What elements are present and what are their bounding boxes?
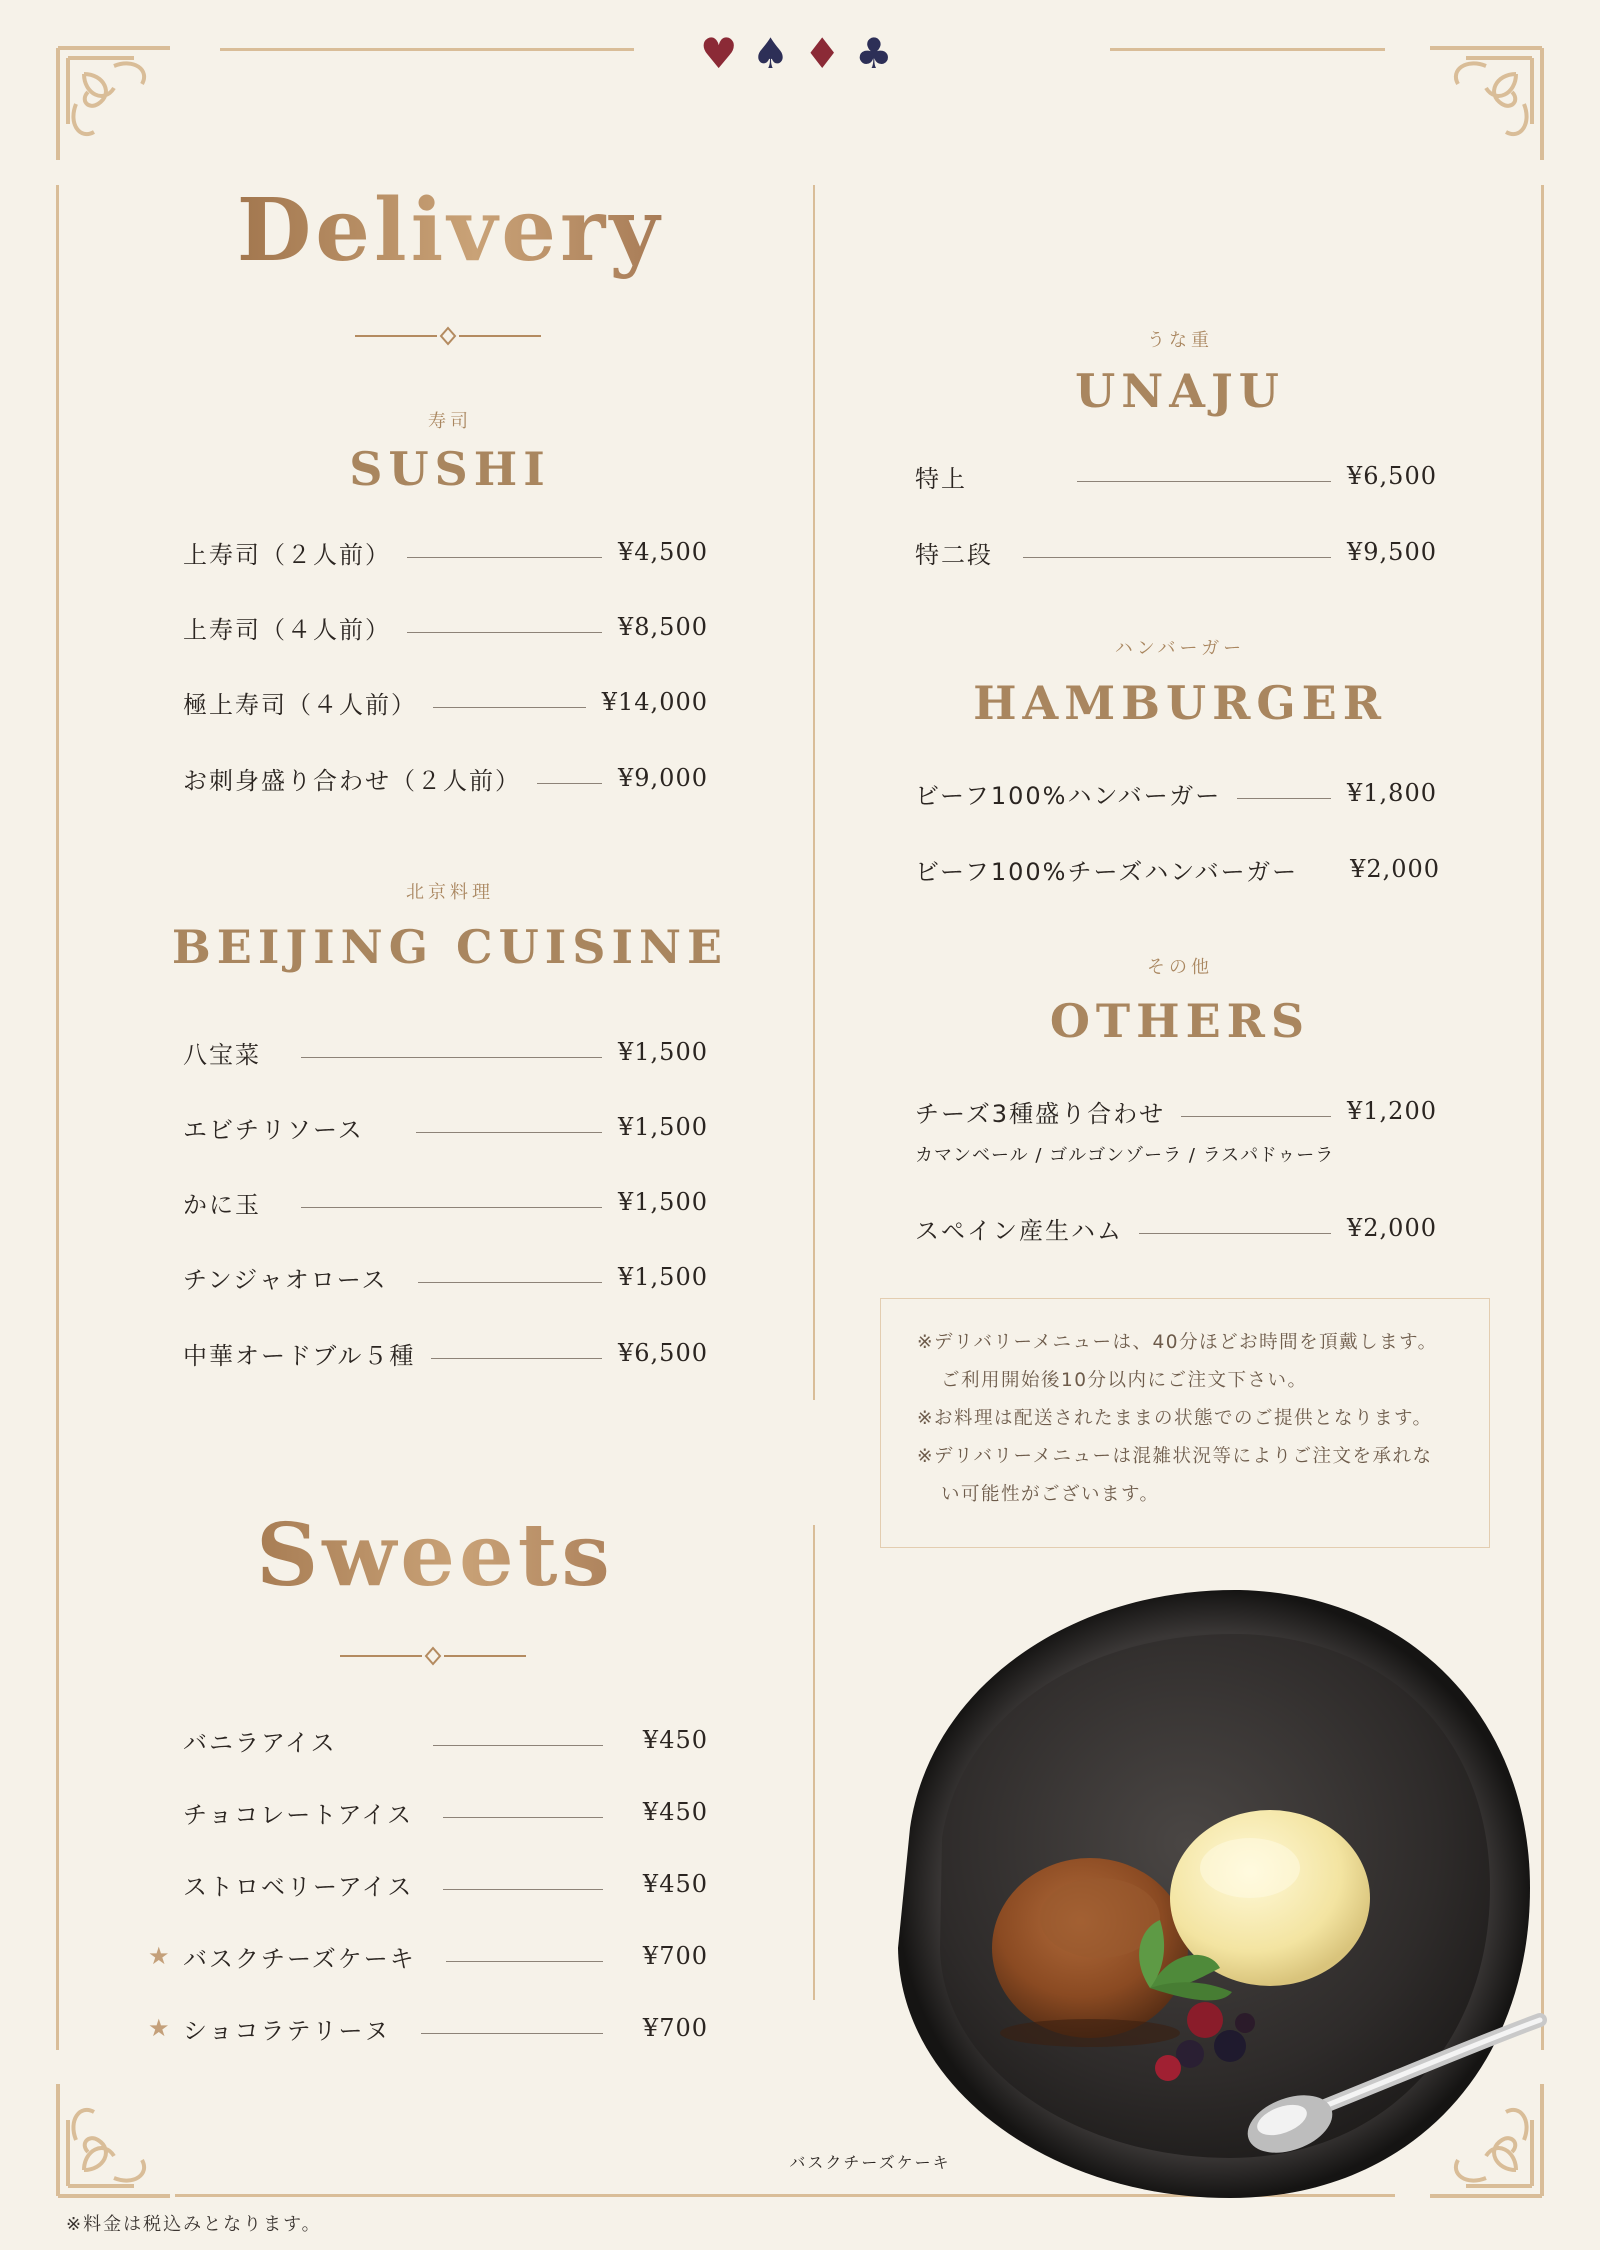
item-price: ¥4,500 [618,538,708,566]
heart-icon: ♥ [700,29,738,78]
item-price: ¥8,500 [618,613,708,641]
hamburger-heading: HAMBURGER [973,676,1387,730]
photo-caption: バスクチーズケーキ [789,2153,951,2172]
menu-item [183,1257,708,1297]
menu-item [183,1792,708,1832]
leader-line [1139,1233,1331,1234]
item-name: 中華オードブル５種 [183,1341,416,1370]
leader-line [537,783,602,784]
leader-line [443,1817,603,1818]
basque-cheesecake-photo [850,1568,1550,2208]
title-ornament-icon [355,326,541,346]
others-heading: OTHERS [1049,994,1311,1048]
others-jp-label: その他 [1147,957,1213,978]
notice-line: ※デリバリーメニューは混雑状況等によりご注文を承れな [917,1446,1433,1467]
sweets-title: Sweets [185,1505,685,1606]
unaju-jp-label: うな重 [1147,330,1213,351]
leader-line [1023,557,1331,558]
delivery-title: Delivery [200,180,700,281]
item-name: バスクチーズケーキ [183,1944,416,1973]
leader-line [416,1132,602,1133]
corner-ornament-top-right-icon [1426,44,1546,164]
leader-line [301,1207,602,1208]
item-price: ¥1,500 [618,1113,708,1141]
menu-item [183,1333,708,1373]
menu-item [915,532,1437,572]
menu-item [183,1107,708,1147]
item-name: ストロベリーアイス [183,1872,414,1901]
item-price: ¥6,500 [1347,462,1437,490]
item-price: ¥700 [642,1942,708,1970]
item-price: ¥1,500 [618,1263,708,1291]
menu-item [183,607,708,647]
menu-item [183,532,708,572]
item-name: 上寿司（２人前） [183,540,391,569]
menu-item [183,682,708,722]
item-name: チーズ3種盛り合わせ [915,1099,1166,1128]
menu-item [915,849,1441,889]
item-name: チンジャオロース [183,1265,388,1294]
spade-icon: ♠ [751,29,790,78]
leader-line [433,707,586,708]
leader-line [407,632,602,633]
frame-top-left-line [220,48,634,51]
item-name: かに玉 [183,1190,261,1219]
item-name: 上寿司（４人前） [183,615,391,644]
notice-line: ※デリバリーメニューは、40分ほどお時間を頂戴します。 [917,1332,1438,1353]
title-ornament-icon [340,1646,526,1666]
item-price: ¥2,000 [1347,1214,1437,1242]
item-name: ビーフ100%ハンバーガー [915,781,1222,810]
item-price: ¥1,500 [618,1188,708,1216]
leader-line [431,1358,602,1359]
menu-item [183,758,708,798]
leader-line [433,1745,603,1746]
menu-item [915,1091,1437,1131]
menu-item [183,1032,708,1072]
menu-item [183,1720,708,1760]
notice-line: ご利用開始後10分以内にご注文下さい。 [941,1370,1308,1391]
leader-line [418,1282,602,1283]
column-divider-top [813,185,815,1400]
notice-line: い可能性がございます。 [941,1484,1160,1505]
leader-line [446,1961,603,1962]
item-price: ¥1,500 [618,1038,708,1066]
menu-item [915,1208,1437,1248]
item-name: ショコラテリーヌ [183,2016,391,2045]
notice-line: ※お料理は配送されたままの状態でのご提供となります。 [917,1408,1433,1429]
item-name: ビーフ100%チーズハンバーガー [915,857,1299,886]
delivery-notice-box [880,1298,1490,1548]
item-price: ¥1,200 [1347,1097,1437,1125]
star-icon: ★ [148,1942,170,1970]
menu-item [915,773,1437,813]
corner-ornament-top-left-icon [54,44,174,164]
item-name: チョコレートアイス [183,1800,414,1829]
item-price: ¥450 [642,1870,708,1898]
hamburger-jp-label: ハンバーガー [1114,638,1246,659]
cheese-varieties: カマンベール / ゴルゴンゾーラ / ラスパドゥーラ [915,1145,1335,1166]
diamond-icon: ♦ [803,29,841,78]
item-price: ¥6,500 [618,1339,708,1367]
item-price: ¥450 [642,1798,708,1826]
frame-top-right-line [1110,48,1385,51]
leader-line [421,2033,603,2034]
beijing-heading: BEIJING CUISINE [171,920,729,974]
star-icon: ★ [148,2014,170,2042]
club-icon: ♣ [854,29,893,78]
corner-ornament-bottom-left-icon [54,2080,174,2200]
beijing-jp-label: 北京料理 [406,882,494,903]
leader-line [1237,798,1331,799]
menu-item [915,456,1437,496]
item-price: ¥1,800 [1347,779,1437,807]
menu-item [183,1936,708,1976]
item-name: お刺身盛り合わせ（２人前） [183,766,521,795]
item-price: ¥14,000 [601,688,708,716]
item-name: 特上 [915,464,967,493]
sushi-heading: SUSHI [349,442,551,496]
leader-line [301,1057,602,1058]
item-price: ¥2,000 [1350,855,1441,883]
item-name: 特二段 [915,540,993,569]
frame-left-line [56,185,59,2050]
item-name: エビチリソース [183,1115,364,1144]
unaju-heading: UNAJU [1075,364,1285,418]
menu-item [183,1182,708,1222]
leader-line [1181,1116,1331,1117]
item-name: バニラアイス [183,1728,337,1757]
sushi-jp-label: 寿司 [428,411,472,432]
item-name: 八宝菜 [183,1040,261,1069]
leader-line [407,557,602,558]
leader-line [443,1889,603,1890]
item-name: 極上寿司（４人前） [183,690,417,719]
menu-item [183,2008,708,2048]
item-price: ¥450 [642,1726,708,1754]
menu-item [183,1864,708,1904]
tax-footnote: ※料金は税込みとなります。 [66,2214,322,2235]
item-name: スペイン産生ハム [915,1216,1123,1245]
item-price: ¥9,000 [618,764,708,792]
column-divider-bottom [813,1525,815,2000]
item-price: ¥700 [642,2014,708,2042]
card-suits [700,29,910,78]
item-price: ¥9,500 [1347,538,1437,566]
leader-line [1077,481,1331,482]
